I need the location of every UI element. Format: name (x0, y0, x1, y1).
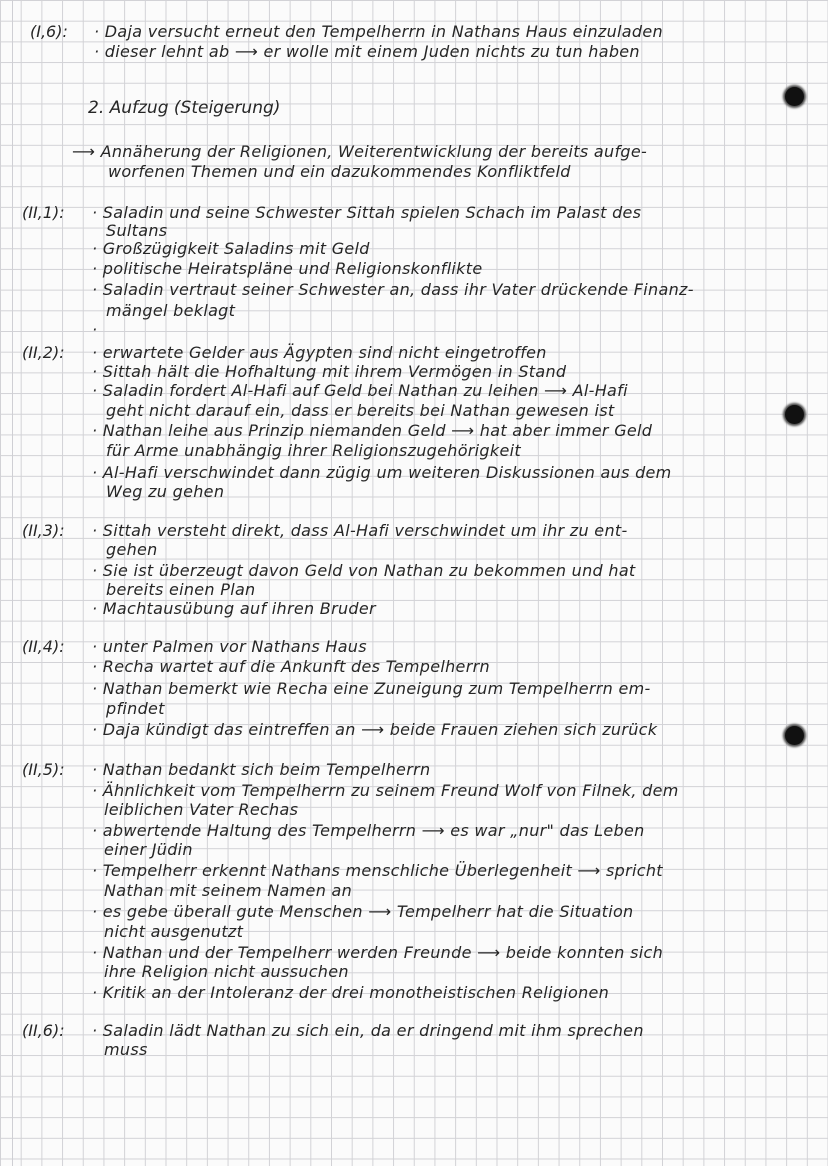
margin-line (12, 0, 13, 1166)
note-line: · Großzügigkeit Saladins mit Geld (92, 239, 370, 258)
note-line: · Saladin lädt Nathan zu sich ein, da er dringend mit ihm sprechen (92, 1021, 644, 1040)
note-line: · erwartete Gelder aus Ägypten sind nicht eingetroffen (92, 343, 547, 362)
punch-hole-top (785, 87, 804, 106)
note-line: · Daja versucht erneut den Tempelherrn in Nathans Haus einzuladen (94, 22, 663, 41)
note-line: · Nathan und der Tempelherr werden Freunde ⟶ beide konnten sich (92, 943, 664, 962)
punch-hole-lower (785, 726, 804, 745)
note-line: · Nathan leihe aus Prinzip niemanden Geld ⟶ hat aber immer Geld (92, 421, 653, 440)
note-line: · Ähnlichkeit vom Tempelherrn zu seinem Freund Wolf von Filnek, dem (92, 781, 679, 800)
note-line: ihre Religion nicht aussuchen (104, 962, 349, 981)
note-line: · Sie ist überzeugt davon Geld von Nathan zu bekommen und hat (92, 561, 636, 580)
note-line: · Machtausübung auf ihren Bruder (92, 599, 376, 618)
note-line: · es gebe überall gute Menschen ⟶ Tempelherr hat die Situation (92, 902, 634, 921)
note-line: Sultans (106, 221, 168, 240)
note-line: · (92, 320, 98, 339)
note-line: · Saladin vertraut seiner Schwester an, dass ihr Vater drückende Finanz- (92, 280, 694, 299)
note-line: pfindet (106, 699, 165, 718)
note-line: · Tempelherr erkennt Nathans menschliche Überlegenheit ⟶ spricht (92, 861, 663, 880)
scene-ref-1-6: (I,6): (30, 22, 68, 41)
note-line: · dieser lehnt ab ⟶ er wolle mit einem Juden nichts zu tun haben (94, 42, 640, 61)
note-line: gehen (106, 540, 158, 559)
note-line: Nathan mit seinem Namen an (104, 881, 353, 900)
scene-ref-2-2: (II,2): (22, 343, 65, 362)
note-line: muss (104, 1040, 148, 1059)
note-line: · Sittah versteht direkt, dass Al-Hafi verschwindet um ihr zu ent- (92, 521, 628, 540)
scene-ref-2-5: (II,5): (22, 760, 65, 779)
note-line: · Al-Hafi verschwindet dann zügig um weiteren Diskussionen aus dem (92, 463, 672, 482)
punch-hole-middle (785, 405, 804, 424)
note-line: für Arme unabhängig ihrer Religionszugehörigkeit (106, 441, 521, 460)
note-line: · Recha wartet auf die Ankunft des Tempelherrn (92, 657, 490, 676)
note-line: · Nathan bedankt sich beim Tempelherrn (92, 760, 431, 779)
section-heading: 2. Aufzug (Steigerung) (88, 98, 281, 118)
scene-ref-2-6: (II,6): (22, 1021, 65, 1040)
note-line: einer Jüdin (104, 840, 193, 859)
note-line: · Sittah hält die Hofhaltung mit ihrem Vermögen in Stand (92, 362, 567, 381)
note-line: · Saladin und seine Schwester Sittah spielen Schach im Palast des (92, 203, 642, 222)
note-line: mängel beklagt (106, 301, 236, 320)
scene-ref-2-4: (II,4): (22, 637, 65, 656)
note-line: Weg zu gehen (106, 482, 225, 501)
intro-line: worfenen Themen und ein dazukommendes Konfliktfeld (108, 162, 571, 181)
note-line: geht nicht darauf ein, dass er bereits bei Nathan gewesen ist (106, 401, 615, 420)
note-line: bereits einen Plan (106, 580, 256, 599)
note-line: · Saladin fordert Al-Hafi auf Geld bei Nathan zu leihen ⟶ Al-Hafi (92, 381, 628, 400)
note-line: nicht ausgenutzt (104, 922, 244, 941)
note-line: · Daja kündigt das eintreffen an ⟶ beide Frauen ziehen sich zurück (92, 720, 658, 739)
scene-ref-2-3: (II,3): (22, 521, 65, 540)
scene-ref-2-1: (II,1): (22, 203, 65, 222)
note-line: · unter Palmen vor Nathans Haus (92, 637, 367, 656)
note-line: leiblichen Vater Rechas (104, 800, 299, 819)
note-line: · Nathan bemerkt wie Recha eine Zuneigung zum Tempelherrn em- (92, 679, 651, 698)
note-line: · Kritik an der Intoleranz der drei monotheistischen Religionen (92, 983, 610, 1002)
intro-line: ⟶ Annäherung der Religionen, Weiterentwicklung der bereits aufge- (72, 142, 648, 161)
note-line: · politische Heiratspläne und Religionskonflikte (92, 259, 483, 278)
note-line: · abwertende Haltung des Tempelherrn ⟶ es war „nur" das Leben (92, 821, 645, 840)
